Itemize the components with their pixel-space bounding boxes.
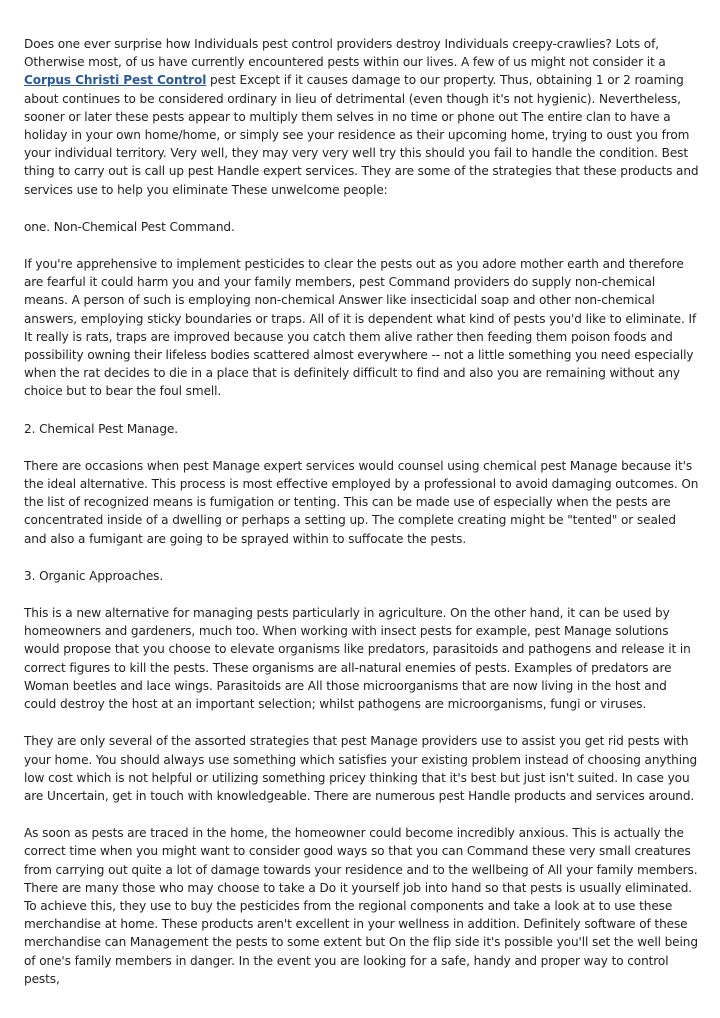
article-body bbox=[24, 35, 700, 1007]
summary-paragraph: They are only several of the assorted strategies that pest Manage providers use to assist you get rid pests with your home. You should always use something which satisfies your existing problem instead of choosing anything low cost which is not helpful or utilizing something pricey thinking that it's best but just isn't suited. In case you are Uncertain, get in touch with knowledgeable. There are numerous pest Handle products and services around. bbox=[24, 734, 698, 803]
section-heading-organic: 3. Organic Approaches. bbox=[24, 568, 164, 583]
closing-paragraph: As soon as pests are traced in the home, the homeowner could become incredibly anxious. This is actually the correct time when you might want to consider good ways so that you can Command these very small creatures from carrying out quite a lot of damage towards your residence and to the wellbeing of All your family members. There are many those who may choose to take a Do it yourself job into hand so that pests is usually eliminated. To achieve this, they use to buy the pesticides from the regional components and take a look at to use these merchandise at home. These products aren't excellent in your wellness in addition. Definitely software of these merchandise can Management the pests to some extent but On the flip side it's possible you'll set the well being of one's family members in danger. In the event you are looking for a safe, handy and proper way to control pests, bbox=[24, 826, 698, 986]
corpus-christi-pest-control-link[interactable]: Corpus Christi Pest Control bbox=[24, 73, 207, 88]
organic-paragraph: This is a new alternative for managing pests particularly in agriculture. On the other hand, it can be used by homeowners and gardeners, much too. When working with insect pests for example, pest Manage solutions would propose that you choose to elevate organisms like predators, parasitoids and pathogens and release it in correct figures to kill the pests. These organisms are all-natural enemies of pests. Examples of predators are Woman beetles and lace wings. Parasitoids are All those microorganisms that are now living in the host and could destroy the host at an important selection; whilst pathogens are microorganisms, fungi or viruses. bbox=[24, 606, 691, 712]
section-heading-non-chemical: one. Non-Chemical Pest Command. bbox=[24, 219, 235, 234]
intro-text-after: pest Except if it causes damage to our property. Thus, obtaining 1 or 2 roaming about continues to be considered ordinary in lieu of detrimental (even though it's not hygienic). Nevertheless, sooner or later these pests appear to multiply them selves in no time or phone out The entire clan to have a holiday in your own home/home, or simply see your residence as their upcoming home, trying to oust you from your individual territory. Very well, they may very very well try this should you fail to handle the condition. Best thing to carry out is call up pest Handle expert services. They are some of the strategies that these products and services use to help you eliminate These unwelcome people: bbox=[24, 73, 699, 197]
intro-paragraph bbox=[24, 35, 700, 199]
section-heading-chemical: 2. Chemical Pest Manage. bbox=[24, 421, 179, 436]
non-chemical-paragraph: If you're apprehensive to implement pesticides to clear the pests out as you adore mother earth and therefore are fearful it could harm you and your family members, pest Command providers do supply non-chemical means. A person of such is employing non-chemical Answer like insecticidal soap and other non-chemical answers, employing sticky boundaries or traps. All of it is dependent what kind of pests you'd like to eliminate. If It really is rats, traps are improved because you catch them alive rather then feeding them poison foods and possibility owning their lifeless bodies scattered almost everywhere -- not a little something you need especially when the rat decides to die in a place that is definitely difficult to find and also you are remaining without any choice but to bear the foul smell. bbox=[24, 257, 697, 399]
chemical-paragraph: There are occasions when pest Manage expert services would counsel using chemical pest Manage because it's the ideal alternative. This process is most effective employed by a professional to avoid damaging outcomes. On the list of recognized means is fumigation or tenting. This can be made use of especially when the pests are concentrated inside of a dwelling or perhaps a setting up. The complete creating might be "tented" or sealed and also a fumigant are going to be sprayed within to suffocate the pests. bbox=[24, 458, 699, 546]
intro-text-before: Does one ever surprise how Individuals pest control providers destroy Individuals creepy-crawlies? Lots of, Otherwise most, of us have currently encountered pests within our lives. A few of us might not consider it a bbox=[24, 37, 666, 70]
